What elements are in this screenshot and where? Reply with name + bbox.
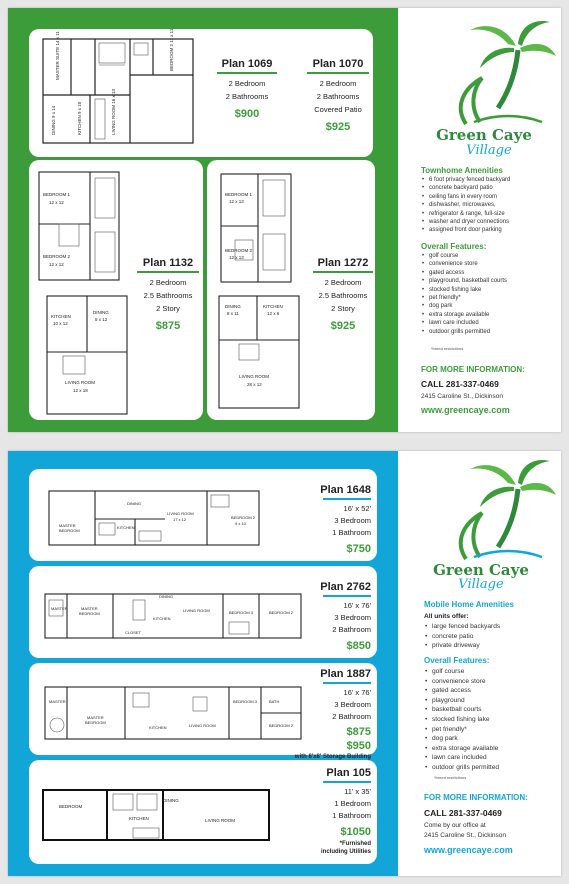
blue-band [8,451,398,876]
room-label: 8 x 12 [95,317,108,322]
brand-sub: Village [466,143,512,158]
list-item: • playground [424,696,554,706]
list-item: • extra storage available [421,311,561,319]
amenities-heading: Townhome Amenities [421,166,503,175]
address: 2415 Caroline St., Dickinson [421,393,504,400]
plan-1648-info [291,483,371,557]
room-label: BEDROOM 2 [225,248,253,253]
list-item: • golf course [421,252,561,260]
svg-text:17 x 12: 17 x 12 [173,517,187,522]
svg-text:KITCHEN: KITCHEN [153,616,171,621]
svg-text:DINING: DINING [159,594,173,599]
list-item: • outdoor grills permitted [424,763,554,773]
brand-name: Green Caye [436,126,532,144]
list-item: • concrete patio [424,632,554,642]
list-item: • pet friendly* [421,294,561,302]
svg-text:BEDROOM 2: BEDROOM 2 [269,723,294,728]
list-item: • golf course [424,667,554,677]
svg-text:BEDROOM 2: BEDROOM 2 [269,610,294,615]
svg-text:LIVING ROOM: LIVING ROOM [167,511,194,516]
svg-text:BEDROOM: BEDROOM [85,720,106,725]
plan-1069-info [217,57,277,122]
plan-1070-info [307,57,369,135]
svg-text:BEDROOM 3: BEDROOM 3 [233,699,258,704]
plan-spec: 2 Bedroom [228,79,266,88]
plan-price: $1050 [340,826,371,838]
features-heading: Overall Features: [421,242,487,251]
svg-text:MASTER: MASTER [81,606,98,611]
plan-spec: 16' x 76' [343,688,371,697]
list-item: • dishwasher, microwaves, [421,201,561,209]
plan-name: Plan 1132 [142,257,194,269]
plan-spec: 2 Bedroom [319,79,357,88]
list-item: • stocked fishing lake [421,286,561,294]
address: 2415 Caroline St., Dickinson [424,832,507,839]
plan-price: $750 [346,543,371,555]
office-line: Come by our office at [424,822,486,829]
plan-price: $925 [325,121,351,133]
plan-card-1132 [29,160,203,420]
list-item: • concrete backyard patio [421,184,561,192]
plan-name: Plan 1272 [317,257,369,269]
amenities-list [421,176,561,235]
plan-spec: 2.5 Bathrooms [318,291,368,300]
room-label: KITCHEN [263,304,283,309]
amenities-list [424,622,554,651]
features-list [424,667,554,773]
plan-card-1648 [29,469,377,561]
list-item: • private driveway [424,641,554,651]
more-info-heading: FOR MORE INFORMATION: [424,793,528,802]
plan-card-1272 [207,160,375,420]
room-label: 10 x 12 [53,321,68,326]
plan-spec: 2 Bedroom [324,278,362,287]
svg-text:BEDROOM 2: BEDROOM 2 [231,515,256,520]
breed-note: *breed restrictions [434,775,467,780]
svg-text:LIVING ROOM: LIVING ROOM [183,608,210,613]
plan-1132-info [137,256,199,334]
room-label: KITCHEN 9 x 10 [77,101,82,135]
list-item: • gated access [424,686,554,696]
svg-text:MASTER: MASTER [51,606,68,611]
room-label: MASTER SUITE 14 x 11 [55,31,60,80]
list-item: • pet friendly* [424,725,554,735]
list-item: • stocked fishing lake [424,715,554,725]
svg-text:BATH: BATH [269,699,280,704]
svg-text:LIVING ROOM: LIVING ROOM [205,818,236,823]
plan-spec: 1 Bathroom [332,811,371,820]
plan-price: $875 [346,726,371,738]
room-label: KITCHEN [51,314,71,319]
list-item: • lawn care included [424,753,554,763]
list-item: • playground, basketball courts [421,277,561,285]
room-label: LIVING ROOM [65,380,96,385]
svg-text:BEDROOM: BEDROOM [79,611,100,616]
floorplan-1648 [35,479,275,555]
plan-price: $925 [330,320,356,332]
svg-text:9 x 10: 9 x 10 [235,521,246,526]
list-item: • 6 foot privacy fenced backyard [421,176,561,184]
brand-sub: Village [458,577,504,592]
list-item: • lawn care included [421,319,561,327]
plan-spec: 2 Bathrooms [225,92,269,101]
room-label: LIVING ROOM 16 x 13 [111,88,116,135]
svg-text:MASTER: MASTER [59,523,76,528]
list-item: • convenience store [424,677,554,687]
website-link[interactable]: www.greencaye.com [424,845,513,855]
features-list [421,252,561,336]
room-label: BEDROOM 1 [43,192,71,197]
list-item: • extra storage available [424,744,554,754]
plan-spec: 16' x 76' [343,601,371,610]
more-info-heading: FOR MORE INFORMATION: [421,365,525,374]
plan-spec: 3 Bedroom [334,516,371,525]
plan-105-info [281,766,371,856]
plan-spec: 2 Bedroom [149,278,187,287]
svg-text:DINING: DINING [127,501,141,506]
list-item: • dog park [421,302,561,310]
plan-name: Plan 105 [326,767,371,779]
list-item: • large fenced backyards [424,622,554,632]
room-label: LIVING ROOM [239,374,270,379]
list-item: • outdoor grills permitted [421,328,561,336]
list-item: • convenience store [421,260,561,268]
plan-name: Plan 1070 [312,58,364,70]
phone-number[interactable]: CALL 281-337-0469 [424,808,502,818]
plan-1887-info [261,667,371,761]
room-label: 12 x 13 [229,199,244,204]
plan-name: Plan 1069 [221,58,273,70]
svg-text:KITCHEN: KITCHEN [129,816,149,821]
phone-number[interactable]: CALL 281-337-0469 [421,379,499,389]
svg-text:KITCHEN: KITCHEN [149,725,167,730]
room-label: 12 x 18 [73,388,88,393]
room-label: BEDROOM 1 [225,192,253,197]
room-label: DINING [93,310,109,315]
plan-card-1069-1070 [29,29,373,157]
plan-price: $850 [346,640,371,652]
floorplan-1272 [213,170,303,415]
plan-spec: 3 Bedroom [334,613,371,622]
room-label: 12 x 6 [267,311,280,316]
plan-name: Plan 1887 [320,668,371,680]
room-label: 28 x 12 [247,382,262,387]
breed-note: *breed restrictions [431,346,464,351]
room-label: BEDROOM 2 [43,254,71,259]
room-label: DINING 9 x 14 [51,105,56,135]
plan-card-1887 [29,663,377,760]
floorplan-105 [33,778,277,850]
room-label: BEDROOM 2 11 x 11 [169,28,174,71]
svg-text:BEDROOM: BEDROOM [59,804,83,809]
plan-2762-info [291,580,371,654]
plan-spec: 3 Bedroom [334,700,371,709]
plan-card-105 [29,760,377,864]
palm-tree-logo [446,16,556,128]
plan-spec: 2 Bathroom [332,625,371,634]
svg-text:LIVING ROOM: LIVING ROOM [189,723,216,728]
room-label: 12 x 12 [49,200,64,205]
floorplan-2762 [33,578,303,650]
list-item: • refrigerator & range, full-size [421,210,561,218]
svg-text:KITCHEN: KITCHEN [117,525,135,530]
plan-spec: 2 Story [331,304,355,313]
plan-name: Plan 2762 [320,581,371,593]
info-panel [406,8,561,432]
brand-name: Green Caye [433,561,529,579]
list-item: • gated access [421,269,561,277]
list-item: • ceiling fans in every room [421,193,561,201]
list-item: • dog park [424,734,554,744]
townhome-brochure-page [8,8,561,432]
svg-text:BEDROOM: BEDROOM [59,528,80,533]
info-panel [406,451,561,876]
plan-note: with 8'x8' Storage Building [294,754,371,760]
website-link[interactable]: www.greencaye.com [421,405,510,415]
svg-text:MASTER: MASTER [87,715,104,720]
plan-price: $900 [234,108,260,120]
plan-spec: 11' x 35' [344,787,371,796]
plan-spec: 2.5 Bathrooms [143,291,193,300]
amenities-heading: Mobile Home Amenities [424,600,514,609]
palm-tree-logo [446,455,556,563]
room-label: 8 x 11 [227,311,239,316]
svg-text:MASTER: MASTER [49,699,66,704]
room-label: DINING [225,304,241,309]
svg-text:CLOSET: CLOSET [125,630,142,635]
plan-note: *Furnished including Utilities [320,841,371,855]
svg-text:DINING: DINING [163,798,179,803]
features-heading: Overall Features: [424,656,490,665]
room-label: 12 x 13 [229,255,244,260]
plan-spec: 2 Story [156,304,180,313]
plan-price-storage: $950 [346,740,371,752]
plan-spec: Covered Patio [314,105,362,114]
svg-text:BEDROOM 3: BEDROOM 3 [229,610,254,615]
plan-price: $875 [155,320,181,332]
plan-spec: 1 Bathroom [332,528,371,537]
all-units-label: All units offer: [424,613,469,620]
green-band [8,8,398,432]
list-item: • assigned front door parking [421,226,561,234]
plan-spec: 2 Bathrooms [316,92,360,101]
plan-card-2762 [29,566,377,658]
floorplan-1132 [35,168,125,418]
floorplan-1069 [35,28,205,151]
room-label: 12 x 12 [49,262,64,267]
plan-name: Plan 1648 [320,484,371,496]
list-item: • washer and dryer connections [421,218,561,226]
list-item: • basketball courts [424,705,554,715]
plan-1272-info [313,256,373,334]
plan-spec: 1 Bedroom [334,799,371,808]
plan-spec: 2 Bathroom [332,712,371,721]
plan-spec: 16' x 52' [343,504,371,513]
mobile-home-brochure-page [8,451,561,876]
